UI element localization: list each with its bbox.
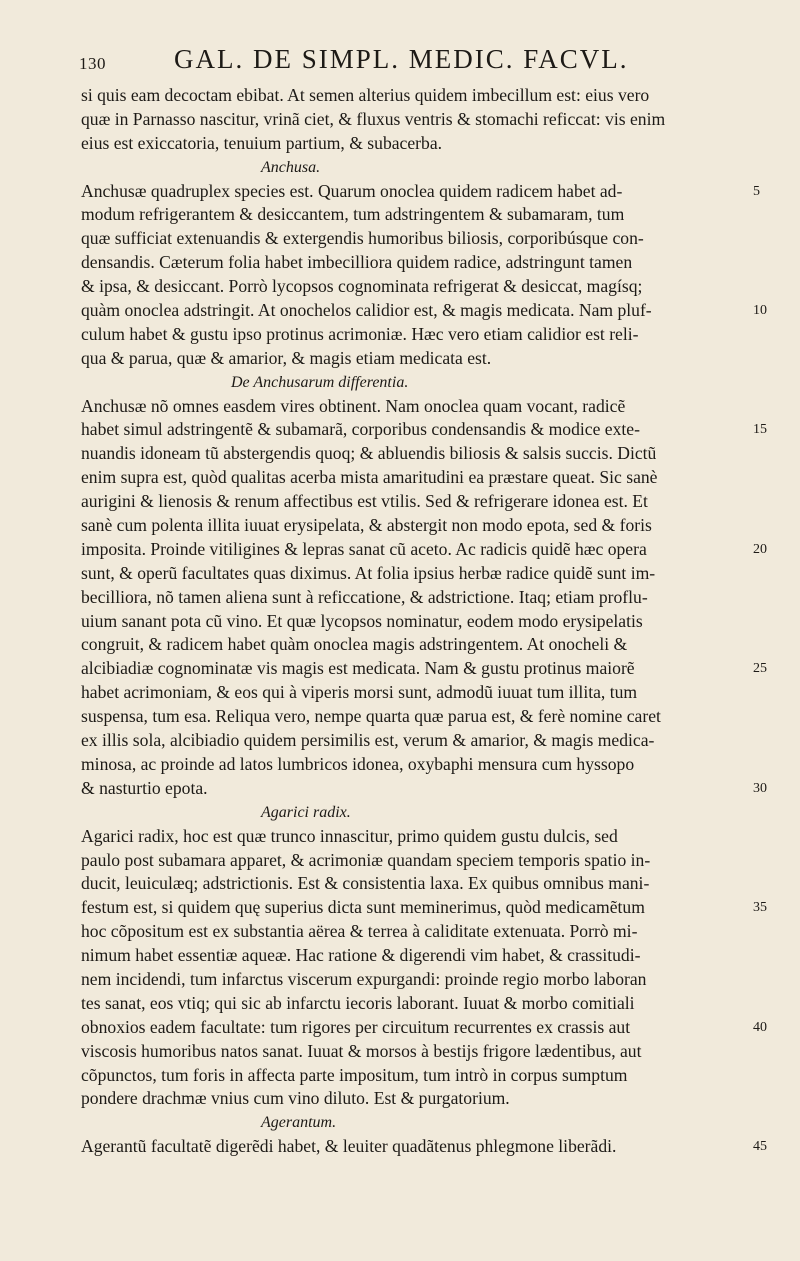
text-line [81, 753, 771, 777]
text-line-content: tes sanat, eos vtiq; qui sic ab infarctu iecoris laborant. Iuuat & morbo comitiali [81, 992, 635, 1013]
text-line [81, 251, 771, 275]
text-line-content: Anchusæ quadruplex species est. Quarum onoclea quidem radicem habet ad- [81, 180, 623, 201]
text-line [81, 992, 771, 1016]
text-line-content: festum est, si quidem quę superius dicta sunt meminerimus, quòd medicamẽtum [81, 897, 645, 918]
text-line [81, 466, 771, 490]
text-line [81, 586, 771, 610]
text-line [81, 299, 771, 323]
text-line-content: modum refrigerantem & desiccantem, tum adstringentem & subamaram, tum [81, 204, 625, 225]
text-line-content: alcibiadiæ cognominatæ vis magis est medicata. Nam & gustu protinus maiorẽ [81, 658, 635, 679]
text-line [81, 825, 771, 849]
text-line-content: ducit, leuiculæq; adstrictionis. Est & consistentia laxa. Ex quibus omnibus mani- [81, 873, 650, 894]
text-line-content: nem incidendi, tum infarctus viscerum expurgandi: proinde regio morbo laboran [81, 968, 647, 989]
text-line-content: suspensa, tum esa. Reliqua vero, nempe quarta quæ parua est, & ferè nomine caret [81, 706, 661, 727]
text-line-content: paulo post subamara apparet, & acrimoniæ quandam speciem temporis spatio in- [81, 849, 651, 870]
text-line [81, 275, 771, 299]
text-line-content: nuandis idoneam tũ abstergendis quoq; & abluendis biliosis & salsis succis. Dictũ [81, 443, 657, 464]
text-line-content: habet simul adstringentẽ & subamarã, corporibus condensandis & modice exte- [81, 419, 640, 440]
text-line-content: obnoxios eadem facultate: tum rigores per circuitum recurrentes ex crassis aut [81, 1016, 631, 1037]
running-head: GAL. DE SIMPL. MEDIC. FACVL. [174, 44, 629, 74]
text-line [81, 1087, 771, 1111]
line-number: 20 [753, 541, 767, 557]
text-line [81, 347, 771, 371]
text-line-content: enim supra est, quòd qualitas acerba mista amaritudini ea præstare queat. Sic sanè [81, 467, 658, 488]
line-number: 5 [753, 183, 760, 199]
text-line [81, 633, 771, 657]
text-line-content: sunt, & operũ facultates quas diximus. At folia ipsius herbæ radice quidẽ sunt im- [81, 562, 656, 583]
section-heading [81, 156, 771, 180]
text-line-content: & nasturtio epota. [81, 777, 208, 798]
text-line-content: quàm onoclea adstringit. At onochelos calidior est, & magis medicata. Nam pluf- [81, 300, 652, 321]
text-line-content: aurigini & lienosis & renum affectibus est vtilis. Sed & refrigerare idonea est. Et [81, 491, 648, 512]
text-line [81, 872, 771, 896]
text-line [81, 538, 771, 562]
text-line [81, 705, 771, 729]
text-line-content: cõpunctos, tum foris in affecta parte impositum, tum intrò in corpus sumptum [81, 1064, 628, 1085]
text-line [81, 84, 771, 108]
text-line-content: becilliora, nõ tamen aliena sunt à reficcatione, & adstrictione. Itaq; etiam proflu- [81, 586, 648, 607]
text-line [81, 849, 771, 873]
section-heading [81, 1111, 771, 1135]
text-line-content: viscosis humoribus natos sanat. Iuuat & morsos à bestijs frigore lædentibus, aut [81, 1040, 642, 1061]
section-heading [81, 371, 771, 395]
text-line [81, 610, 771, 634]
page-header [0, 44, 800, 84]
text-line [81, 896, 771, 920]
text-line-content: sanè cum polenta illita iuuat erysipelata, & abstergit non modo epota, sed & foris [81, 515, 652, 536]
line-number: 45 [753, 1139, 767, 1155]
text-line-content: Agarici radix, hoc est quæ trunco innascitur, primo quidem gustu dulcis, sed [81, 825, 618, 846]
text-line-content: congruit, & radicem habet quàm onoclea magis adstringentem. At onocheli & [81, 634, 628, 655]
text-line-content: qua & parua, quæ & amarior, & magis etiam medicata est. [81, 347, 492, 368]
text-line-content: hoc cõpositum est ex substantia aërea & terrea à caliditate extenuata. Porrò mi- [81, 921, 638, 942]
text-line [81, 132, 771, 156]
text-line-content: nimum habet essentiæ aqueæ. Hac ratione & digerendi vim habet, & crassitudi- [81, 945, 641, 966]
text-line [81, 203, 771, 227]
text-line [81, 777, 771, 801]
text-line [81, 514, 771, 538]
text-line [81, 395, 771, 419]
line-number: 40 [753, 1019, 767, 1035]
text-line-content: & ipsa, & desiccant. Porrò lycopsos cognominata refrigerat & desiccat, magísq; [81, 276, 643, 297]
text-line [81, 490, 771, 514]
text-line-content: habet acrimoniam, & eos qui à viperis morsi sunt, admodũ iuuat tum illita, tum [81, 682, 638, 703]
text-line [81, 562, 771, 586]
text-line [81, 108, 771, 132]
text-line-content: imposita. Proinde vitiligines & lepras sanat cũ aceto. Ac radicis quidẽ hæc opera [81, 538, 647, 559]
text-line [81, 227, 771, 251]
text-line [81, 968, 771, 992]
line-number: 30 [753, 780, 767, 796]
text-line [81, 1016, 771, 1040]
section-heading-text: Agerantum. [261, 1114, 337, 1132]
line-number: 15 [753, 422, 767, 438]
text-line [81, 657, 771, 681]
text-line-content: densandis. Cæterum folia habet imbecilliora quidem radice, adstringunt tamen [81, 252, 633, 273]
text-line [81, 944, 771, 968]
text-line [81, 729, 771, 753]
text-line [81, 442, 771, 466]
text-line-content: uium sanant pota cũ vino. Et quæ lycopsos nominatur, eodem modo erysipelatis [81, 610, 643, 631]
text-line-content: si quis eam decoctam ebibat. At semen alterius quidem imbecillum est: eius vero [81, 85, 650, 105]
text-line-content: pondere drachmæ vnius cum vino diluto. Est & purgatorium. [81, 1088, 510, 1109]
text-line-content: ex illis sola, alcibiadio quidem persimilis est, verum & amarior, & magis medica- [81, 730, 655, 751]
text-line-content: quæ in Parnasso nascitur, vrinã ciet, & fluxus ventris & stomachi reficcat: vis enim [81, 108, 666, 129]
text-line [81, 1064, 771, 1088]
section-heading-text: Agarici radix. [261, 803, 351, 821]
text-line [81, 418, 771, 442]
section-heading-text: De Anchusarum differentia. [231, 373, 409, 391]
text-line [81, 920, 771, 944]
text-line-content: minosa, ac proinde ad latos lumbricos idonea, oxybaphi mensura cum hyssopo [81, 753, 635, 774]
page-number: 130 [79, 54, 106, 73]
text-line [81, 180, 771, 204]
section-heading-text: Anchusa. [261, 158, 321, 176]
section-heading [81, 801, 771, 825]
text-line [81, 1040, 771, 1064]
text-line-content: Agerantũ facultatẽ digerẽdi habet, & leuiter quadãtenus phlegmone liberãdi. [81, 1136, 617, 1157]
text-line-content: eius est exiccatoria, tenuium partium, & subacerba. [81, 132, 443, 153]
line-number: 10 [753, 303, 767, 319]
text-line [81, 323, 771, 347]
text-line-content: Anchusæ nõ omnes easdem vires obtinent. Nam onoclea quam vocant, radicẽ [81, 395, 626, 416]
line-number: 35 [753, 900, 767, 916]
text-line [81, 681, 771, 705]
text-line-content: quæ sufficiat extenuandis & extergendis humoribus biliosis, corporibúsque con- [81, 228, 644, 249]
text-line-content: culum habet & gustu ipso protinus acrimoniæ. Hæc vero etiam calidior est reli- [81, 323, 639, 344]
text-line [81, 1135, 771, 1159]
line-number: 25 [753, 661, 767, 677]
body-text [81, 84, 771, 1159]
